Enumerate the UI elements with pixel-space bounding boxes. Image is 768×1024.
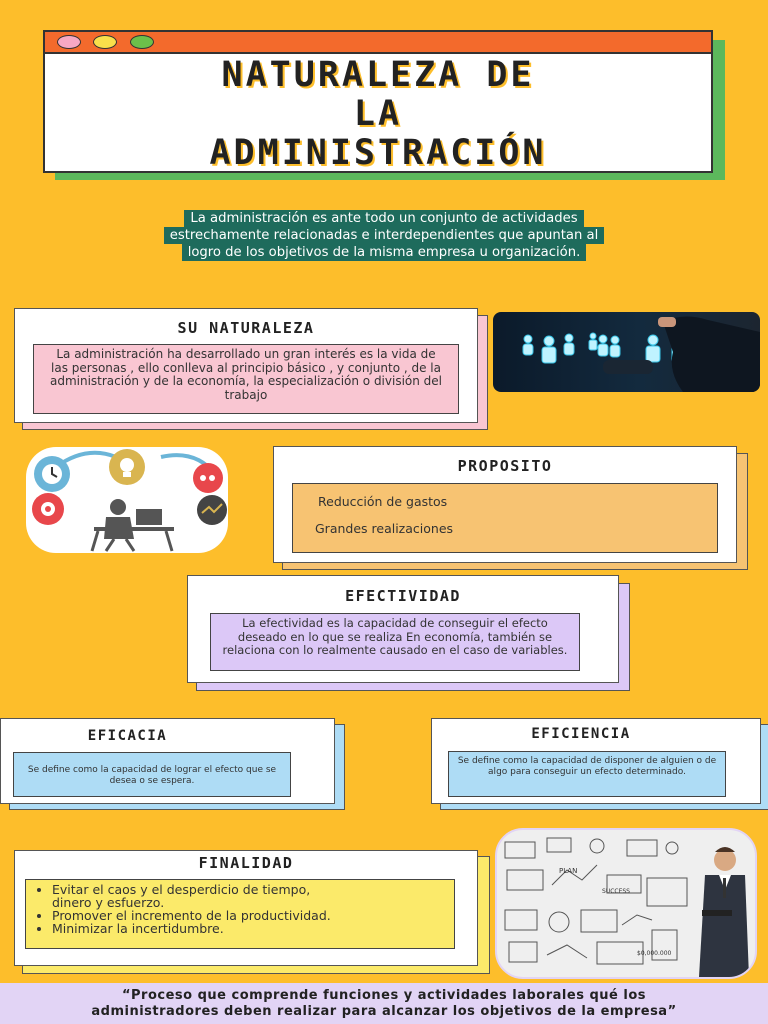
people-network-icon <box>493 312 760 392</box>
eficiencia-heading: EFICIENCIA <box>531 726 631 742</box>
office-worker-icon <box>26 447 228 553</box>
naturaleza-text: La administración ha desarrollado un gran interés es la vida de las personas , ello conlleva al principio básico , y conjunto , de la administración y de la economía, la especialización o división del trabajo <box>33 344 459 414</box>
naturaleza-heading: SU NATURALEZA <box>177 319 315 337</box>
title-line-1: NATURALEZA DE <box>221 55 535 95</box>
title-window <box>43 30 713 173</box>
plan-sketch-label: PLAN <box>559 867 578 875</box>
finalidad-card <box>14 850 478 966</box>
efectividad-text: La efectividad es la capacidad de conseguir el efecto deseado en lo que se realiza En economía, también se relaciona con lo realmente causado en el caso de variables. <box>210 613 580 671</box>
efectividad-heading: EFECTIVIDAD <box>345 587 461 605</box>
proposito-heading: PROPOSITO <box>457 457 553 475</box>
business-plan-sketch <box>495 828 757 979</box>
closing-quote <box>0 983 768 1024</box>
quote-line-1: “Proceso que comprende funciones y actividades laborales qué los <box>121 988 646 1003</box>
businessman-sketch-icon <box>497 830 755 977</box>
intro-text <box>58 210 710 261</box>
yellow-dot-icon <box>93 35 117 49</box>
intro-line-3: logro de los objetivos de la misma empresa u organización. <box>182 244 587 261</box>
eficacia-text: Se define como la capacidad de lograr el efecto que se desea o se espera. <box>13 752 291 797</box>
title-line-2: LA <box>353 94 403 134</box>
eficiencia-text: Se define como la capacidad de disponer de alguien o de algo para conseguir un efecto determinado. <box>448 751 726 797</box>
proposito-list <box>292 483 718 553</box>
efectividad-card <box>187 575 619 683</box>
finalidad-item: • Minimizar la incertidumbre. <box>52 922 454 935</box>
business-people-photo <box>493 312 760 392</box>
proposito-card <box>273 446 737 563</box>
intro-line-1: La administración es ante todo un conjunto de actividades <box>184 210 583 227</box>
window-title-bar <box>45 32 711 54</box>
finalidad-list <box>25 879 455 949</box>
naturaleza-card <box>14 308 478 423</box>
eficacia-heading: EFICACIA <box>87 728 168 744</box>
title-line-3: ADMINISTRACIÓN <box>209 133 547 173</box>
finalidad-heading: FINALIDAD <box>198 854 294 872</box>
success-sketch-label: SUCCESS <box>602 888 630 895</box>
green-dot-icon <box>130 35 154 49</box>
finalidad-item: • Evitar el caos y el desperdicio de tiempo, dinero y esfuerzo. <box>52 883 352 909</box>
page-title <box>45 56 711 173</box>
finalidad-item: • Promover el incremento de la productividad. <box>52 909 352 922</box>
pink-dot-icon <box>57 35 81 49</box>
proposito-item: Reducción de gastos <box>318 494 448 509</box>
proposito-item: Grandes realizaciones <box>315 521 454 536</box>
quote-line-2: administradores deben realizar para alcanzar los objetivos de la empresa” <box>91 1004 677 1019</box>
workflow-illustration <box>26 447 228 553</box>
intro-line-2: estrechamente relacionadas e interdependientes que apuntan al <box>164 227 605 244</box>
money-sketch-label: $0,000.000 <box>637 950 672 957</box>
eficiencia-card <box>431 718 761 804</box>
eficacia-card <box>0 718 335 804</box>
